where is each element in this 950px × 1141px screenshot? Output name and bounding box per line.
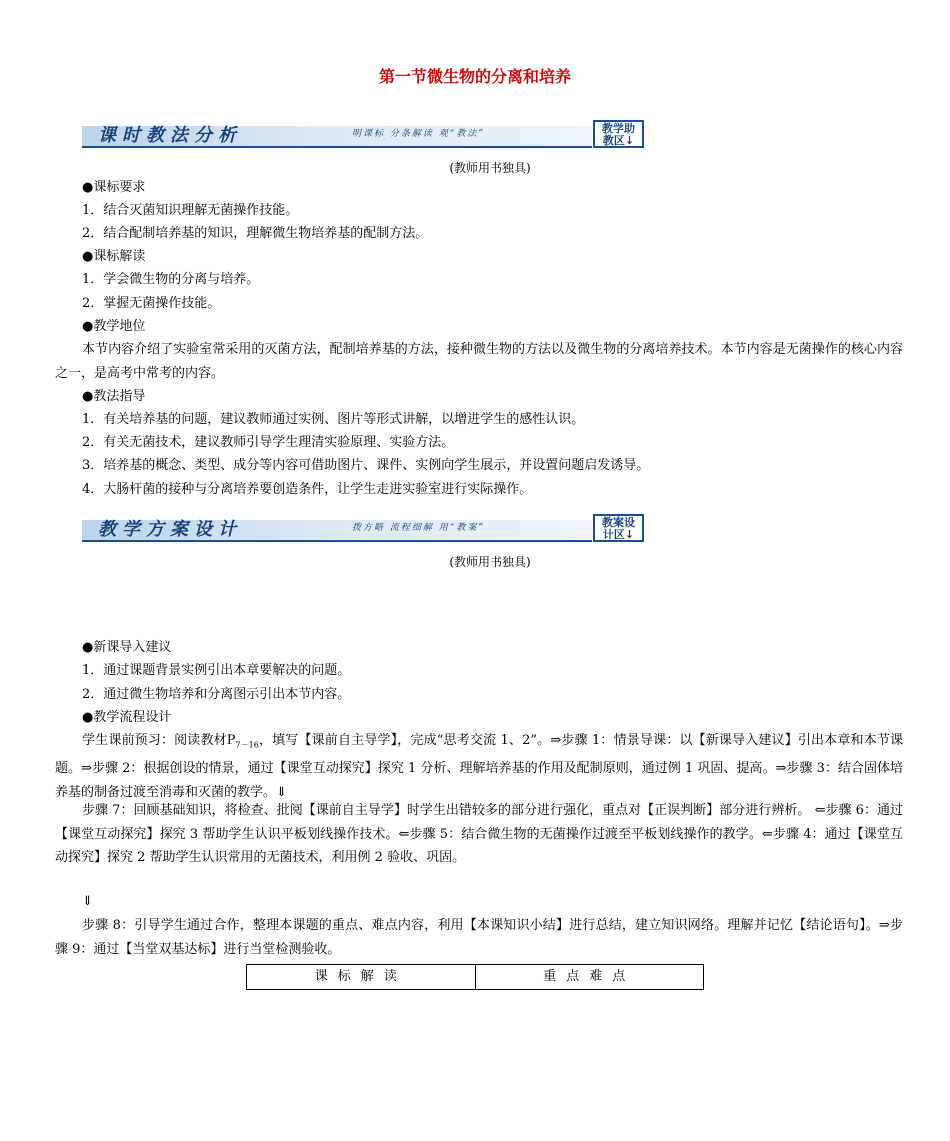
- teacher-note: (教师用书独具): [449, 555, 531, 569]
- page-range: 7－16: [235, 740, 259, 750]
- key-points-table: [246, 964, 704, 990]
- heading-method: ●教法指导: [82, 389, 146, 404]
- table-row: [247, 965, 704, 990]
- heading-position: ●教学地位: [82, 319, 146, 334]
- heading-standards: ●课标要求: [82, 180, 146, 195]
- section-banner-design: [82, 514, 646, 546]
- banner-box: 教案设 计区↓: [593, 514, 644, 542]
- section-banner-analysis: [82, 120, 646, 152]
- paragraph-flow-3: 步骤 8：引导学生通过合作，整理本课题的重点、难点内容，利用【本课知识小结】进行总结，建立知识网络。理解并记忆【结论语句】。⇒步骤 9：通过【当堂双基达标】进行当堂检测验收。: [55, 918, 903, 957]
- table-header-standards: 课标解读: [247, 965, 476, 990]
- banner-subtitle: 拨方略 流程细解 用“教案”: [352, 523, 485, 533]
- teacher-note: (教师用书独具): [449, 161, 531, 175]
- flow-text-a: 学生课前预习：阅读教材P: [82, 733, 236, 748]
- paragraph-flow-2: 步骤 7：回顾基础知识，将检查、批阅【课前自主导学】时学生出错较多的部分进行强化，重点对【正误判断】部分进行辨析。 ⇐步骤 6：通过【课堂互动探究】探究 3 帮助学生认识平板划线操作技术。⇐步骤 5：结合微生物的无菌操作过渡至平板划线操作的教学。⇐步骤 4：通过【课堂互动探究】探究 2 帮助学生认识常用的无菌技术，利用例 2 验收、巩固。: [55, 803, 903, 865]
- list-item: 3．培养基的概念、类型、成分等内容可借助图片、课件、实例向学生展示，并设置问题启发诱导。: [82, 458, 650, 473]
- banner-title: 教学方案设计: [98, 519, 242, 540]
- list-item: 2．掌握无菌操作技能。: [82, 296, 221, 311]
- banner-box: 教学助 教区↓: [593, 120, 644, 148]
- heading-intro: ●新课导入建议: [82, 640, 172, 655]
- banner-subtitle: 明课标 分条解读 观“教法”: [352, 129, 485, 139]
- list-item: 1．学会微生物的分离与培养。: [82, 272, 260, 287]
- page-title: 第一节微生物的分离和培养: [378, 67, 571, 86]
- list-item: 4．大肠杆菌的接种与分离培养要创造条件，让学生走进实验室进行实际操作。: [82, 482, 533, 497]
- list-item: 1．结合灭菌知识理解无菌操作技能。: [82, 203, 299, 218]
- list-item: 2．通过微生物培养和分离图示引出本节内容。: [82, 687, 351, 702]
- paragraph-position: 本节内容介绍了实验室常采用的灭菌方法，配制培养基的方法，接种微生物的方法以及微生物的分离培养技术。本节内容是无菌操作的核心内容之一，是高考中常考的内容。: [55, 342, 903, 381]
- list-item: 1．通过课题背景实例引出本章要解决的问题。: [82, 663, 351, 678]
- table-header-key-points: 重点难点: [475, 965, 704, 990]
- down-arrow: ⇓: [82, 894, 93, 909]
- list-item: 1．有关培养基的问题，建议教师通过实例、图片等形式讲解，以增进学生的感性认识。: [82, 412, 585, 427]
- banner-title: 课时教法分析: [98, 125, 242, 146]
- heading-flow: ●教学流程设计: [82, 710, 172, 725]
- heading-interpretation: ●课标解读: [82, 249, 146, 264]
- paragraph-flow-1: [55, 729, 903, 804]
- flow-text-b: ，填写【课前自主导学】，完成“思考交流 1、2”。⇒步骤 1：情景导课：以【新课导入建议】引出本章和本节课题。⇒步骤 2：根据创设的情景，通过【课堂互动探究】探究 1 分析、理解培养基的作用及配制原则，通过例 1 巩固、提高。⇒步骤 3：结合固体培养基的制备过渡至消毒和灭菌的教学。⇓: [55, 733, 903, 800]
- list-item: 2．结合配制培养基的知识，理解微生物培养基的配制方法。: [82, 226, 429, 241]
- list-item: 2．有关无菌技术，建议教师引导学生理清实验原理、实验方法。: [82, 435, 455, 450]
